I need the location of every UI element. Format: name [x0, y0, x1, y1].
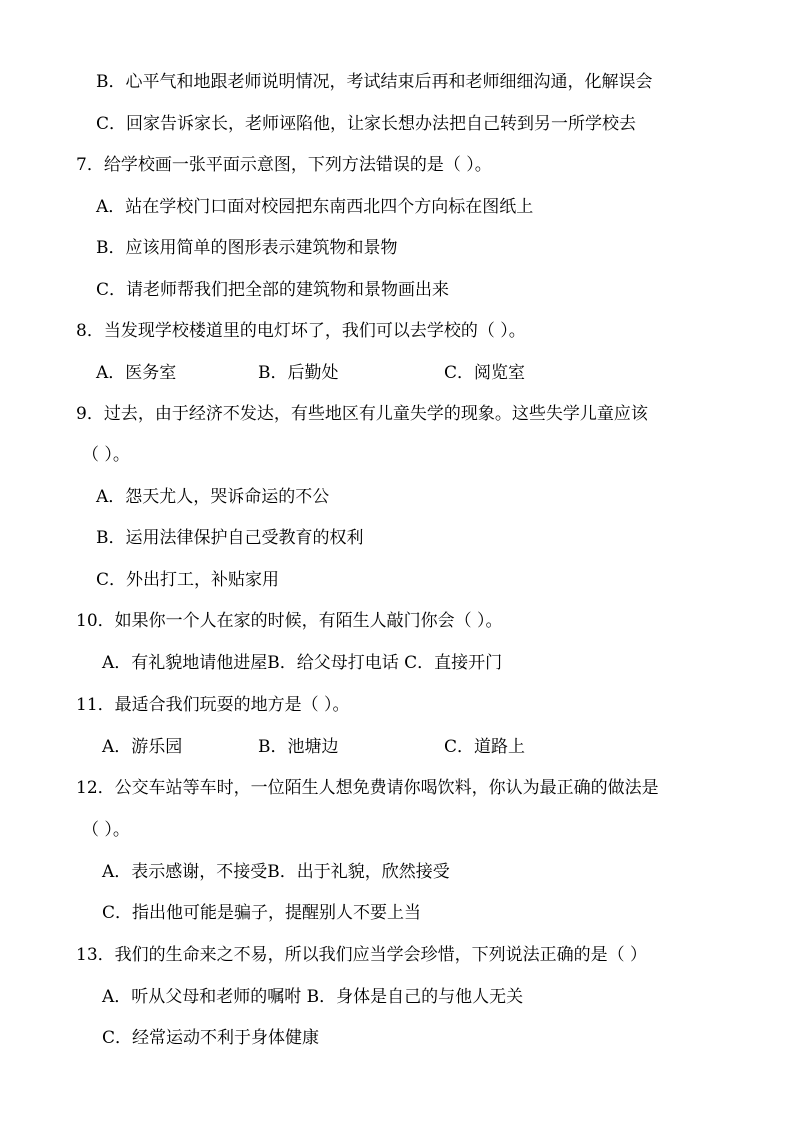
q13-options-ab: A．听从父母和老师的嘱咐 B．身体是自己的与他人无关 [102, 987, 524, 1007]
q12-options-ab: A．表示感谢，不接受B．出于礼貌，欣然接受 [102, 862, 450, 882]
q7-option-c: C．请老师帮我们把全部的建筑物和景物画出来 [96, 280, 450, 300]
q13-option-c: C．经常运动不利于身体健康 [102, 1028, 320, 1048]
q9-option-c: C．外出打工，补贴家用 [96, 570, 280, 590]
q6-option-c: C．回家告诉家长，老师诬陷他，让家长想办法把自己转到另一所学校去 [96, 114, 637, 134]
q12-question: 12．公交车站等车时，一位陌生人想免费请你喝饮料，你认为最正确的做法是 [76, 778, 659, 798]
q9-option-b: B．运用法律保护自己受教育的权利 [96, 528, 364, 548]
q9-question-cont: （ ）。 [82, 445, 130, 465]
q7-question: 7．给学校画一张平面示意图，下列方法错误的是（ ）。 [76, 155, 492, 175]
q7-option-b: B．应该用简单的图形表示建筑物和景物 [96, 238, 398, 258]
q11-option-c: C．道路上 [444, 737, 526, 757]
q8-option-c: C．阅览室 [444, 363, 526, 383]
q7-option-a: A．站在学校门口面对校园把东南西北四个方向标在图纸上 [96, 197, 534, 217]
q11-question: 11．最适合我们玩耍的地方是（ ）。 [76, 695, 350, 715]
q12-question-cont: （ ）。 [82, 820, 130, 840]
q12-option-c: C．指出他可能是骗子，提醒别人不要上当 [102, 903, 422, 923]
q11-option-b: B．池塘边 [258, 737, 339, 757]
q10-question: 10．如果你一个人在家的时候，有陌生人敲门你会（ ）。 [76, 611, 503, 631]
q8-option-b: B．后勤处 [258, 363, 339, 383]
q9-option-a: A．怨天尤人，哭诉命运的不公 [96, 487, 330, 507]
q6-option-b: B．心平气和地跟老师说明情况，考试结束后再和老师细细沟通，化解误会 [96, 72, 653, 92]
q9-question: 9．过去，由于经济不发达，有些地区有儿童失学的现象。这些失学儿童应该 [76, 404, 648, 424]
q11-option-a: A．游乐园 [102, 737, 183, 757]
q13-question: 13．我们的生命来之不易，所以我们应当学会珍惜，下列说法正确的是（ ） [76, 945, 648, 965]
q10-options: A．有礼貌地请他进屋B．给父母打电话 C．直接开门 [102, 653, 503, 673]
q8-question: 8．当发现学校楼道里的电灯坏了，我们可以去学校的（ ）。 [76, 321, 526, 341]
q8-option-a: A．医务室 [96, 363, 177, 383]
